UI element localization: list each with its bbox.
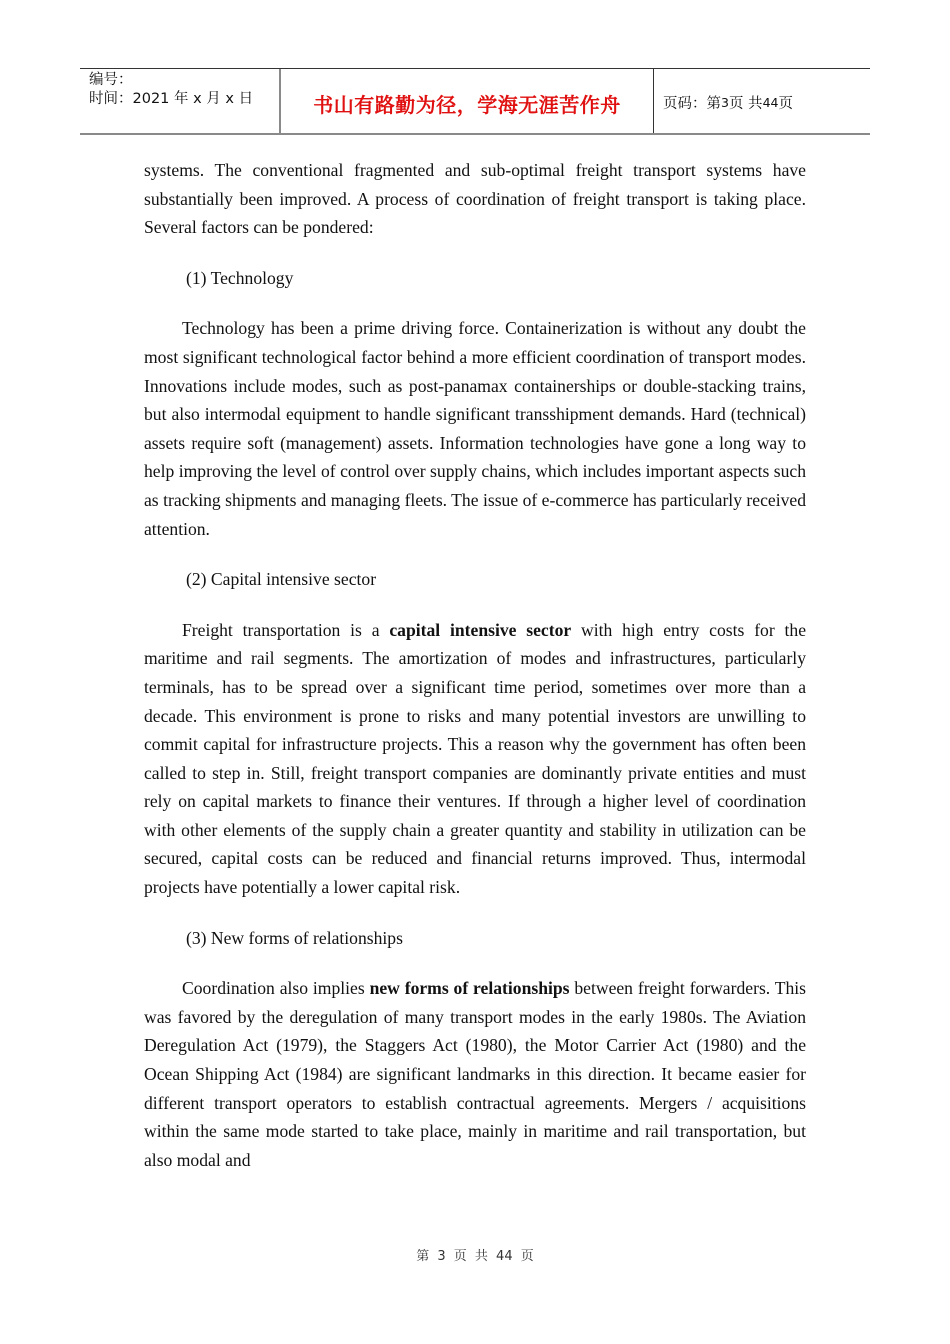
page-current: 3 <box>721 94 729 110</box>
date-value: 2021 年 x 月 x 日 <box>132 91 254 107</box>
header-meta-cell <box>80 69 281 133</box>
motto-text: 书山有路勤为径，学海无涯苦作舟 <box>313 92 621 117</box>
document-body <box>144 156 806 1174</box>
page-mid: 页 共 <box>728 95 763 112</box>
bold-term: capital intensive sector <box>389 619 572 640</box>
bold-term: new forms of relationships <box>369 978 570 999</box>
page-footer: 第 3 页 共 44 页 <box>416 1249 534 1264</box>
section-heading-technology: (1) Technology <box>186 267 294 288</box>
header-page-cell <box>654 69 870 133</box>
document-header-table <box>80 68 870 135</box>
paragraph-continuation: systems. The conventional fragmented and sub-optimal freight transport systems have substantially been improved. A process of coordination of freight transport is taking place. Several factors can be pondered: <box>144 160 806 238</box>
date-label: 时间： <box>89 91 133 107</box>
section-heading-relationships: (3) New forms of relationships <box>186 927 403 948</box>
date-line <box>89 90 279 109</box>
paragraph-technology: Technology has been a prime driving force. Containerization is without any doubt the most significant technological factor behind a more efficient coordination of transport modes. Innovations include modes, such as post-panamax containerships or double-stacking trains, but also intermodal equipment to handle significant transshipment demands. Hard (technical) assets require soft (management) assets. Information technologies have gone a long way to help improving the level of control over supply chains, which includes important aspects such as tracking shipments and managing fleets. The issue of e-commerce has particularly received attention. <box>144 318 806 539</box>
section-heading-capital: (2) Capital intensive sector <box>186 569 377 590</box>
paragraph-text: Coordination also implies <box>182 978 370 999</box>
page-total: 44 <box>762 94 779 110</box>
paragraph-text: between freight forwarders. This was favored by the deregulation of many transport modes in the early 1980s. The Aviation Deregulation Act (1979), the Staggers Act (1980), the Motor Carrier Act (1980) and the Ocean Shipping Act (1984) are significant landmarks in this direction. It became easier for different transport operators to establish contractual agreements. Mergers / acquisitions within the same mode started to take place, mainly in maritime and rail transportation, but also modal and <box>144 978 806 1170</box>
paragraph-text: with high entry costs for the maritime and rail segments. The amortization of modes and infrastructures, particularly terminals, has to be spread over a significant time period, sometimes over more than a decade. This environment is prone to risks and many potential investors are unwilling to commit capital for infrastructure projects. This a reason why the government has often been called to step in. Still, freight transport companies are dominantly private entities and must rely on capital markets to finance their ventures. If through a higher level of coordination with other elements of the supply chain a greater quantity and stability in utilization can be secured, capital costs can be reduced and financial returns improved. Thus, intermodal projects have potentially a lower capital risk. <box>144 619 807 898</box>
page-label: 页码：第 <box>663 95 721 112</box>
header-motto-cell <box>281 69 654 133</box>
paragraph-relationships <box>144 974 806 1174</box>
paragraph-text: Freight transportation is a <box>182 619 390 640</box>
serial-number-label: 编号： <box>89 72 133 88</box>
paragraph-capital <box>144 616 806 902</box>
page-suffix: 页 <box>778 95 793 112</box>
